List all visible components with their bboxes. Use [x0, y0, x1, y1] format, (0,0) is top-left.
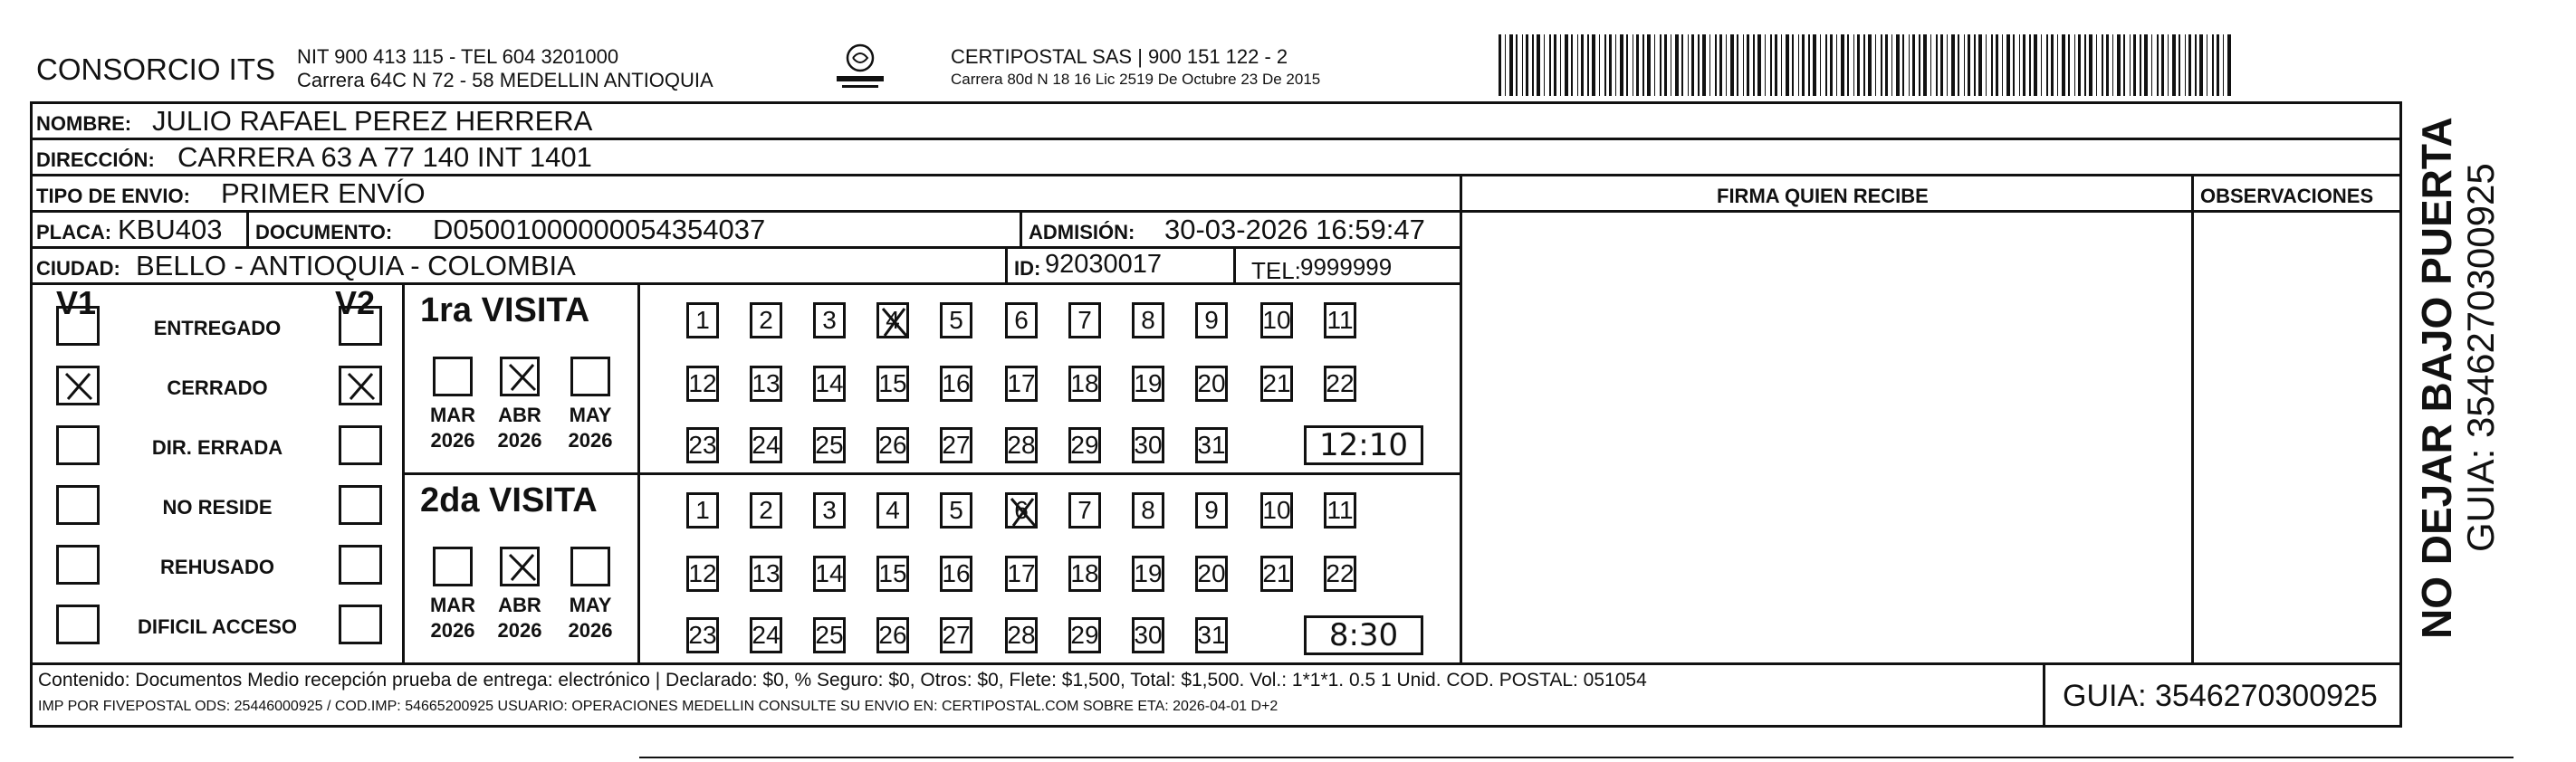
tipo-envio-label: TIPO DE ENVIO: [36, 185, 190, 207]
barcode-bar [2188, 34, 2191, 96]
barcode-bar [1642, 34, 1644, 96]
ciudad-label: CIUDAD: [36, 257, 120, 280]
day-box[interactable]: 29 [1068, 427, 1101, 463]
v1-checkbox-2[interactable] [56, 425, 100, 465]
documento-label: DOCUMENTO: [255, 221, 393, 243]
day-box[interactable]: 9 [1195, 492, 1228, 529]
day-box[interactable]: 31 [1195, 617, 1228, 653]
day-box[interactable]: 3 [813, 492, 846, 529]
barcode-bar [1775, 34, 1777, 96]
day-box[interactable]: 22 [1324, 556, 1356, 592]
barcode-bar [2096, 34, 2097, 96]
barcode-bar [1577, 34, 1578, 96]
direccion-label: DIRECCIÓN: [36, 148, 155, 171]
day-box[interactable]: 5 [940, 302, 972, 338]
barcode-bar [2068, 34, 2070, 96]
barcode-bar [1688, 34, 1689, 96]
barcode-bar [1830, 34, 1833, 96]
barcode-bar [1505, 34, 1506, 96]
barcode-bar [2002, 34, 2003, 96]
day-box[interactable]: 1 [686, 492, 719, 529]
nombre-label: NOMBRE: [36, 112, 132, 135]
barcode-bar [1537, 34, 1540, 96]
admision-value: 30-03-2026 16:59:47 [1164, 214, 1425, 245]
barcode-bar [1902, 34, 1904, 96]
day-box[interactable]: 4 [876, 302, 909, 338]
barcode-bar [1737, 34, 1738, 96]
day-box[interactable]: 16 [940, 556, 972, 592]
barcode-bar [1560, 34, 1561, 96]
barcode-bar [2029, 34, 2031, 96]
footer-line-2: IMP POR FIVEPOSTAL ODS: 25446000925 / COD.IMP: 54665200925 USUARIO: OPERACIONES MEDELLIN CONSULTE SU ENVIO EN: CERTIPOSTAL.COM SOBRE ETA: 2026-04-01 D+2 [38, 699, 1278, 714]
visit-month-checkbox-0[interactable] [433, 547, 473, 586]
day-box[interactable]: 11 [1324, 302, 1356, 338]
barcode-bar [2062, 34, 2065, 96]
barcode-bar [2140, 34, 2141, 96]
barcode-bar [2227, 34, 2231, 96]
day-box[interactable]: 29 [1068, 617, 1101, 653]
day-box[interactable]: 25 [813, 427, 846, 463]
visit-year-label: 2026 [497, 619, 542, 642]
visit-hour-box[interactable]: 12:10 [1304, 425, 1423, 465]
barcode-bar [1891, 34, 1892, 96]
firma-label: FIRMA QUIEN RECIBE [1717, 185, 1929, 207]
documento-value: D05001000000054354037 [433, 214, 766, 245]
day-box[interactable]: 13 [750, 366, 782, 402]
barcode-bar [1802, 34, 1805, 96]
barcode-bar [2084, 34, 2086, 96]
barcode-bar [1820, 34, 1821, 96]
visit-year-label: 2026 [497, 429, 542, 452]
v1-checkbox-4[interactable] [56, 545, 100, 585]
day-box[interactable]: 9 [1195, 302, 1228, 338]
barcode-bar [1912, 34, 1915, 96]
barcode-bar [2078, 34, 2081, 96]
tipo-envio-value: PRIMER ENVÍO [221, 177, 426, 209]
company-name: CONSORCIO ITS [36, 52, 276, 86]
day-box[interactable]: 8 [1132, 492, 1164, 529]
carrier-line-1: CERTIPOSTAL SAS | 900 151 122 - 2 [951, 45, 1288, 68]
barcode-bar [2151, 34, 2152, 96]
barcode-bar [1709, 34, 1710, 96]
v2-checkbox-1[interactable] [339, 366, 382, 405]
barcode-bar [2102, 34, 2103, 96]
barcode-bar [1719, 34, 1722, 96]
barcode-bar [1885, 34, 1888, 96]
visit-year-label: 2026 [568, 619, 613, 642]
day-box[interactable]: 4 [876, 492, 909, 529]
day-box[interactable]: 1 [686, 302, 719, 338]
barcode-bar [2046, 34, 2048, 96]
barcode-bar [1974, 34, 1976, 96]
id-label: ID: [1014, 257, 1041, 280]
barcode-bar [1936, 34, 1938, 96]
barcode-bar [2057, 34, 2058, 96]
barcode-bar [2089, 34, 2092, 96]
day-box[interactable]: 10 [1260, 302, 1293, 338]
visit-month-checkbox-2[interactable] [570, 357, 610, 396]
day-box[interactable]: 7 [1068, 492, 1101, 529]
barcode-bar [1615, 34, 1616, 96]
barcode-bar [1636, 34, 1639, 96]
placa-value: KBU403 [118, 214, 223, 245]
day-box[interactable]: 19 [1132, 366, 1164, 402]
barcode-bar [2117, 34, 2121, 96]
side-guia: GUIA: 3546270300925 [2459, 163, 2502, 552]
barcode-bar [1522, 34, 1523, 96]
barcode-bar [1620, 34, 1623, 96]
barcode-bar [2051, 34, 2054, 96]
footer-line-1: Contenido: Documentos Medio recepción prueba de entrega: electrónico | Declarado: $0, % Seguro: $0, Otros: $0, Flete: $1,500, Total: $1,500. Vol.: 1*1*1. 0.5 1 Unid. COD. POSTAL: 051054 [38, 670, 1647, 691]
barcode-bar [1743, 34, 1744, 96]
day-box[interactable]: 30 [1132, 617, 1164, 653]
barcode-bar [2168, 34, 2169, 96]
v1-checkbox-1[interactable] [56, 366, 100, 405]
ciudad-value: BELLO - ANTIOQUIA - COLOMBIA [136, 250, 576, 281]
barcode-bar [2019, 34, 2020, 96]
barcode-bar [1857, 34, 1860, 96]
barcode [1499, 34, 2232, 96]
barcode-bar [1587, 34, 1589, 96]
barcode-bar [1753, 34, 1755, 96]
barcode-bar [2179, 34, 2180, 96]
barcode-bar [2157, 34, 2159, 96]
v2-checkbox-4[interactable] [339, 545, 382, 585]
barcode-bar [2172, 34, 2176, 96]
day-box[interactable]: 10 [1260, 492, 1293, 529]
barcode-bar [1765, 34, 1766, 96]
barcode-bar [1757, 34, 1761, 96]
day-box[interactable]: 30 [1132, 427, 1164, 463]
status-label: DIFICIL ACCESO [137, 615, 297, 638]
status-label: NO RESIDE [162, 496, 273, 519]
barcode-bar [1947, 34, 1948, 96]
barcode-bar [1853, 34, 1854, 96]
barcode-bar [1868, 34, 1872, 96]
barcode-bar [1592, 34, 1595, 96]
day-box[interactable]: 2 [750, 492, 782, 529]
day-box[interactable]: 20 [1195, 366, 1228, 402]
barcode-bar [1978, 34, 1982, 96]
barcode-bar [1702, 34, 1706, 96]
barcode-bar [1958, 34, 1959, 96]
barcode-bar [1968, 34, 1970, 96]
status-label: REHUSADO [160, 556, 274, 578]
barcode-bar [2013, 34, 2015, 96]
day-box[interactable]: 14 [813, 556, 846, 592]
barcode-bar [1509, 34, 1513, 96]
day-box[interactable]: 28 [1005, 617, 1038, 653]
barcode-bar [1664, 34, 1667, 96]
barcode-bar [1691, 34, 1694, 96]
barcode-bar [1792, 34, 1794, 96]
barcode-bar [2041, 34, 2042, 96]
v1-checkbox-0[interactable] [56, 306, 100, 346]
visit-year-label: 2026 [430, 619, 475, 642]
day-box[interactable]: 31 [1195, 427, 1228, 463]
barcode-bar [1609, 34, 1612, 96]
day-box[interactable]: 23 [686, 617, 719, 653]
barcode-bar [1825, 34, 1827, 96]
day-box[interactable]: 8 [1132, 302, 1164, 338]
visit-month-label: MAY [569, 594, 612, 616]
v1-header: V1 [56, 284, 97, 321]
day-box[interactable]: 6 [1005, 302, 1038, 338]
certipostal-logo-icon [833, 40, 887, 94]
barcode-bar [1951, 34, 1955, 96]
day-box[interactable]: 7 [1068, 302, 1101, 338]
barcode-bar [2161, 34, 2164, 96]
barcode-bar [2217, 34, 2219, 96]
barcode-bar [1781, 34, 1782, 96]
placa-label: PLACA: [36, 221, 112, 243]
visit-month-label: ABR [498, 404, 541, 426]
barcode-bar [1654, 34, 1655, 96]
visit-month-label: MAR [429, 594, 476, 616]
v2-checkbox-2[interactable] [339, 425, 382, 465]
day-box[interactable]: 12 [686, 366, 719, 402]
v2-checkbox-5[interactable] [339, 605, 382, 644]
barcode-bar [1930, 34, 1931, 96]
visit-year-label: 2026 [430, 429, 475, 452]
footer-guia: GUIA: 3546270300925 [2063, 679, 2378, 713]
barcode-bar [2023, 34, 2025, 96]
day-box[interactable]: 15 [876, 366, 909, 402]
day-box[interactable]: 21 [1260, 366, 1293, 402]
barcode-bar [1526, 34, 1528, 96]
day-box[interactable]: 26 [876, 617, 909, 653]
barcode-bar [1808, 34, 1810, 96]
barcode-bar [2212, 34, 2214, 96]
status-label: ENTREGADO [153, 317, 282, 339]
barcode-bar [2133, 34, 2136, 96]
visit-title: 2da VISITA [420, 481, 598, 519]
status-label: CERRADO [167, 376, 268, 399]
barcode-bar [1726, 34, 1727, 96]
barcode-bar [1986, 34, 1987, 96]
barcode-bar [2123, 34, 2125, 96]
barcode-bar [1544, 34, 1545, 96]
day-box[interactable]: 27 [940, 617, 972, 653]
barcode-bar [2144, 34, 2148, 96]
visit-month-label: ABR [498, 594, 541, 616]
barcode-bar [1681, 34, 1683, 96]
day-box[interactable]: 25 [813, 617, 846, 653]
barcode-bar [2130, 34, 2131, 96]
barcode-bar [1581, 34, 1584, 96]
barcode-bar [1499, 34, 1501, 96]
day-box[interactable]: 14 [813, 366, 846, 402]
day-box[interactable]: 16 [940, 366, 972, 402]
day-box[interactable]: 21 [1260, 556, 1293, 592]
day-box[interactable]: 26 [876, 427, 909, 463]
barcode-bar [1847, 34, 1849, 96]
v2-checkbox-0[interactable] [339, 306, 382, 346]
barcode-bar [1747, 34, 1749, 96]
day-box[interactable]: 27 [940, 427, 972, 463]
id-value: 92030017 [1045, 250, 1163, 279]
day-box[interactable]: 11 [1324, 492, 1356, 529]
barcode-bar [1919, 34, 1920, 96]
barcode-bar [1554, 34, 1556, 96]
day-box[interactable]: 15 [876, 556, 909, 592]
tel-value: 9999999 [1300, 253, 1393, 281]
barcode-bar [1813, 34, 1816, 96]
status-label: DIR. ERRADA [151, 436, 283, 459]
day-box[interactable]: 3 [813, 302, 846, 338]
visit-year-label: 2026 [568, 429, 613, 452]
day-box[interactable]: 28 [1005, 427, 1038, 463]
v2-checkbox-3[interactable] [339, 485, 382, 525]
visit-month-checkbox-1[interactable] [500, 357, 540, 396]
day-box[interactable]: 18 [1068, 556, 1101, 592]
barcode-bar [1923, 34, 1927, 96]
barcode-bar [1626, 34, 1628, 96]
day-box[interactable]: 6 [1005, 492, 1038, 529]
tel-label: TEL: [1251, 257, 1301, 284]
side-warning: NO DEJAR BAJO PUERTA [2413, 117, 2460, 639]
barcode-bar [2074, 34, 2075, 96]
barcode-bar [1881, 34, 1882, 96]
barcode-bar [1909, 34, 1910, 96]
visit-month-label: MAY [569, 404, 612, 426]
company-line-1: NIT 900 413 115 - TEL 604 3201000 [297, 45, 619, 68]
barcode-bar [2185, 34, 2186, 96]
company-line-2: Carrera 64C N 72 - 58 MEDELLIN ANTIOQUIA [297, 69, 713, 91]
barcode-bar [1786, 34, 1789, 96]
visit-month-checkbox-0[interactable] [433, 357, 473, 396]
visit-month-checkbox-2[interactable] [570, 547, 610, 586]
barcode-bar [1996, 34, 1998, 96]
direccion-value: CARRERA 63 A 77 140 INT 1401 [177, 141, 592, 173]
barcode-bar [1549, 34, 1551, 96]
day-box[interactable]: 22 [1324, 366, 1356, 402]
visit-hour-box[interactable]: 8:30 [1304, 615, 1423, 655]
barcode-bar [1532, 34, 1534, 96]
barcode-bar [1660, 34, 1661, 96]
barcode-bar [1863, 34, 1865, 96]
day-box[interactable]: 17 [1005, 556, 1038, 592]
day-box[interactable]: 19 [1132, 556, 1164, 592]
day-box[interactable]: 13 [750, 556, 782, 592]
visit-month-checkbox-1[interactable] [500, 547, 540, 586]
barcode-bar [1875, 34, 1876, 96]
day-box[interactable]: 24 [750, 427, 782, 463]
barcode-bar [1604, 34, 1606, 96]
v2-header: V2 [335, 284, 376, 321]
barcode-bar [2006, 34, 2010, 96]
day-box[interactable]: 23 [686, 427, 719, 463]
admision-label: ADMISIÓN: [1029, 221, 1135, 243]
barcode-bar [1675, 34, 1679, 96]
barcode-bar [2106, 34, 2109, 96]
day-box[interactable]: 24 [750, 617, 782, 653]
barcode-bar [1770, 34, 1772, 96]
day-box[interactable]: 17 [1005, 366, 1038, 402]
barcode-bar [1798, 34, 1799, 96]
v1-checkbox-5[interactable] [56, 605, 100, 644]
day-box[interactable]: 20 [1195, 556, 1228, 592]
barcode-bar [1599, 34, 1600, 96]
barcode-bar [1896, 34, 1900, 96]
barcode-bar [2199, 34, 2203, 96]
barcode-bar [1991, 34, 1993, 96]
barcode-bar [2034, 34, 2037, 96]
barcode-bar [1571, 34, 1573, 96]
barcode-bar [1841, 34, 1844, 96]
bottom-rule [639, 757, 2514, 758]
v1-checkbox-3[interactable] [56, 485, 100, 525]
day-box[interactable]: 2 [750, 302, 782, 338]
barcode-bar [1940, 34, 1943, 96]
visit-month-label: MAR [429, 404, 476, 426]
day-box[interactable]: 18 [1068, 366, 1101, 402]
barcode-bar [1715, 34, 1717, 96]
barcode-bar [2223, 34, 2224, 96]
day-box[interactable]: 12 [686, 556, 719, 592]
observaciones-label: OBSERVACIONES [2200, 185, 2374, 207]
nombre-value: JULIO RAFAEL PEREZ HERRERA [152, 105, 593, 137]
barcode-bar [1964, 34, 1965, 96]
carrier-line-2: Carrera 80d N 18 16 Lic 2519 De Octubre 23 De 2015 [951, 71, 1321, 88]
barcode-bar [1565, 34, 1568, 96]
barcode-bar [2195, 34, 2197, 96]
barcode-bar [1647, 34, 1651, 96]
barcode-bar [1516, 34, 1518, 96]
day-box[interactable]: 5 [940, 492, 972, 529]
barcode-bar [1730, 34, 1734, 96]
visit-title: 1ra VISITA [420, 291, 590, 329]
barcode-bar [2112, 34, 2113, 96]
barcode-bar [1836, 34, 1837, 96]
barcode-bar [1698, 34, 1700, 96]
